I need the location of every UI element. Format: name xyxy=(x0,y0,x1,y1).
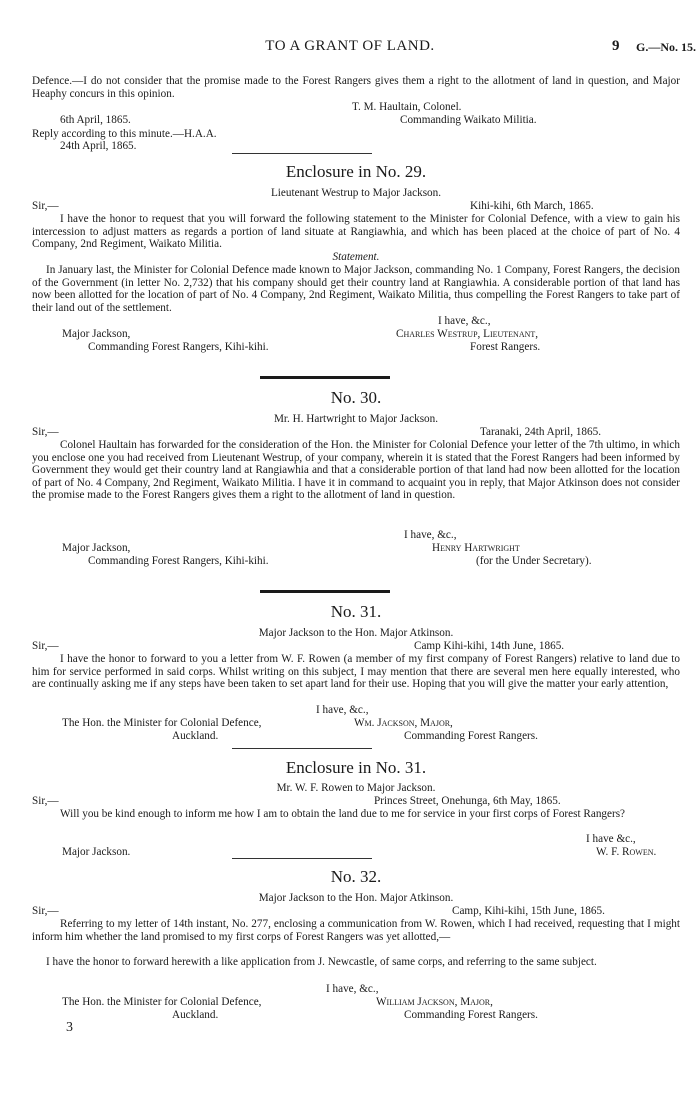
divider xyxy=(260,376,390,379)
running-header-title: TO A GRANT OF LAND. xyxy=(265,38,435,54)
closing: I have, &c., xyxy=(316,704,369,716)
signature-mark: 3 xyxy=(66,1020,73,1035)
addressee: Major Jackson, xyxy=(62,542,131,554)
closing: I have, &c., xyxy=(404,529,457,541)
salutation: Sir,— xyxy=(32,426,59,438)
addressee-line2: Auckland. xyxy=(172,730,219,742)
section-heading: Enclosure in No. 29. xyxy=(285,162,427,181)
divider xyxy=(260,590,390,593)
statement-body: In January last, the Minister for Colonial Defence made known to Major Jackson, commanding No. 1 Company, Forest Rangers, the decision of the Government (in letter No. 2,732) that his company should get their country land at Rangiawhia. A considerable portion of that land has now been allotted for the location of part of No. 4 Company, 2nd Regiment, Waikato Militia, thus compelling the Forest Rangers to take part of their land out of the settlement. xyxy=(32,264,680,314)
salutation: Sir,— xyxy=(32,795,59,807)
closing: I have, &c., xyxy=(326,983,379,995)
place-date: Kihi-kihi, 6th March, 1865. xyxy=(470,200,594,212)
letter-from-to: Major Jackson to the Hon. Major Atkinson. xyxy=(258,627,454,639)
signer: Wm. Jackson, Major, xyxy=(354,717,453,729)
divider xyxy=(232,858,372,859)
signer-title: Commanding Forest Rangers. xyxy=(404,730,538,742)
reply-note: Reply according to this minute.—H.A.A. xyxy=(32,128,217,140)
section-heading: Enclosure in No. 31. xyxy=(285,758,427,777)
letter-from-to: Mr. H. Hartwright to Major Jackson. xyxy=(273,413,439,425)
addressee: Major Jackson. xyxy=(62,846,131,858)
closing: I have &c., xyxy=(586,833,636,845)
minute-signature: T. M. Haultain, Colonel. xyxy=(352,101,462,113)
signer-title: Commanding Forest Rangers. xyxy=(404,1009,538,1021)
divider xyxy=(232,153,372,154)
signer: Charles Westrup, Lieutenant, xyxy=(396,328,539,340)
divider xyxy=(232,748,372,749)
addressee-line2: Commanding Forest Rangers, Kihi-kihi. xyxy=(88,555,269,567)
salutation: Sir,— xyxy=(32,200,59,212)
signer-title: (for the Under Secretary). xyxy=(476,555,592,567)
place-date: Princes Street, Onehunga, 6th May, 1865. xyxy=(374,795,561,807)
addressee: Major Jackson, xyxy=(62,328,131,340)
addressee-line2: Auckland. xyxy=(172,1009,219,1021)
place-date: Taranaki, 24th April, 1865. xyxy=(480,426,602,438)
section-heading: No. 32. xyxy=(330,867,382,886)
addressee: The Hon. the Minister for Colonial Defence, xyxy=(62,996,262,1008)
section-heading: No. 31. xyxy=(330,602,382,621)
addressee-line2: Commanding Forest Rangers, Kihi-kihi. xyxy=(88,341,269,353)
signer: William Jackson, Major, xyxy=(376,996,493,1008)
letter-from-to: Lieutenant Westrup to Major Jackson. xyxy=(270,187,442,199)
addressee: The Hon. the Minister for Colonial Defence, xyxy=(62,717,262,729)
minute-date: 6th April, 1865. xyxy=(60,114,131,126)
letter-from-to: Major Jackson to the Hon. Major Atkinson. xyxy=(258,892,454,904)
signer: Henry Hartwright xyxy=(432,542,520,554)
signer: W. F. Rowen. xyxy=(596,846,657,858)
letter-body: Referring to my letter of 14th instant, No. 277, enclosing a communication from W. Rowen, which I had received, requesting that I might inform him whether the land promised to my first corps of Forest Rangers was yet allotted,— xyxy=(32,918,680,943)
letter-body-continued: I have the honor to forward herewith a like application from J. Newcastle, of same corps, and referring to the same subject. xyxy=(46,956,597,968)
minute-signature-title: Commanding Waikato Militia. xyxy=(400,114,537,126)
place-date: Camp, Kihi-kihi, 15th June, 1865. xyxy=(452,905,605,917)
page-number: 9 xyxy=(612,38,620,54)
closing: I have, &c., xyxy=(438,315,491,327)
salutation: Sir,— xyxy=(32,905,59,917)
letter-body: I have the honor to forward to you a letter from W. F. Rowen (a member of my first company of Forest Rangers) relative to land due to him for service performed in said corps. Whilst writing on this subject, I may mention that there are several men here equally interested, who are continually asking me if any steps have been taken to set apart land for their use. Hoping that you will give the matter your early attention, xyxy=(32,653,680,690)
letter-from-to: Mr. W. F. Rowen to Major Jackson. xyxy=(276,782,436,794)
salutation: Sir,— xyxy=(32,640,59,652)
minute-body: Defence.—I do not consider that the promise made to the Forest Rangers gives them a right to the allotment of land in question, and Major Heaphy concurs in this opinion. xyxy=(32,75,680,100)
letter-body: Colonel Haultain has forwarded for the consideration of the Hon. the Minister for Colonial Defence your letter of the 7th ultimo, in which you enclose one you had received from Lieutenant Westrup, of your company, wherein it is stated that the Forest Rangers had been informed by Government they would get their country land at Rangiawhia and that a considerable portion of that land had now been allotted for the location of part of No. 4 Company, 2nd Regiment, Waikato Militia. I have it in command to acquaint you in reply, that Major Atkinson does not consider the promise made to the Forest Rangers gives them a right to the allotment of land in question. xyxy=(32,439,680,501)
letter-body: Will you be kind enough to inform me how I am to obtain the land due to me for service in your first corps of Forest Rangers? xyxy=(60,808,626,820)
section-heading: No. 30. xyxy=(330,388,382,407)
statement-label: Statement. xyxy=(332,251,380,263)
series-number: G.—No. 15. xyxy=(636,40,696,54)
reply-date: 24th April, 1865. xyxy=(60,140,137,152)
letter-body: I have the honor to request that you will forward the following statement to the Minister for Colonial Defence, with a view to gain his intercession to adjust matters as regards a portion of land situate at Rangiawhia, and which has been placed at the choice of part of No. 4 Company, 2nd Regiment, Waikato Militia. xyxy=(32,213,680,250)
place-date: Camp Kihi-kihi, 14th June, 1865. xyxy=(414,640,565,652)
signer-title: Forest Rangers. xyxy=(470,341,541,353)
